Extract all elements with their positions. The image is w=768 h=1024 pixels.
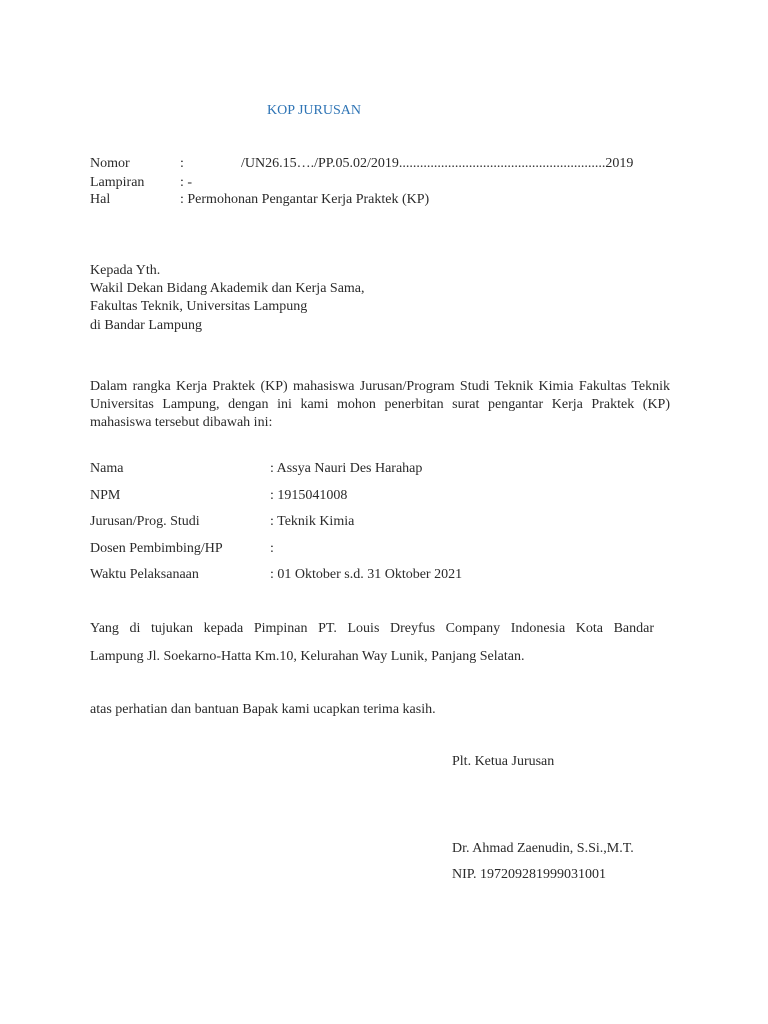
signature-name: Dr. Ahmad Zaenudin, S.Si.,M.T.: [452, 841, 634, 856]
signature-title: Plt. Ketua Jurusan: [452, 754, 555, 769]
destination-line-1: Yang di tujukan kepada Pimpinan PT. Louis Dreyfus Company Indonesia Kota Bandar: [90, 621, 654, 636]
hal-value: : Permohonan Pengantar Kerja Praktek (KP): [180, 192, 430, 207]
field-value-nama: : Assya Nauri Des Harahap: [270, 461, 423, 476]
field-value-npm: : 1915041008: [270, 488, 348, 503]
field-label-npm: NPM: [90, 488, 121, 503]
recipient-line-3: Fakultas Teknik, Universitas Lampung: [90, 299, 308, 314]
signature-nip: NIP. 197209281999031001: [452, 867, 607, 882]
field-label-dosen: Dosen Pembimbing/HP: [90, 541, 223, 556]
field-value-waktu: : 01 Oktober s.d. 31 Oktober 2021: [270, 567, 463, 582]
nomor-colon: :: [180, 156, 184, 171]
recipient-line-1: Kepada Yth.: [90, 263, 161, 278]
recipient-line-2: Wakil Dekan Bidang Akademik dan Kerja Sama,: [90, 281, 365, 296]
lampiran-label: Lampiran: [90, 175, 145, 190]
intro-paragraph: Dalam rangka Kerja Praktek (KP) mahasiswa Jurusan/Program Studi Teknik Kimia Fakultas Teknik Universitas Lampung, dengan ini kami mohon penerbitan surat pengantar Kerja Praktek (KP) mahasiswa tersebut dibawah ini:: [90, 379, 670, 430]
recipient-line-4: di Bandar Lampung: [90, 318, 202, 333]
field-value-jurusan: : Teknik Kimia: [270, 514, 355, 529]
nomor-value: /UN26.15…./PP.05.02/2019...........................................................2019: [241, 156, 634, 171]
field-label-jurusan: Jurusan/Prog. Studi: [90, 514, 200, 529]
field-label-waktu: Waktu Pelaksanaan: [90, 567, 199, 582]
nomor-label: Nomor: [90, 156, 130, 171]
letterhead-title: KOP JURUSAN: [267, 103, 362, 118]
lampiran-value: : -: [180, 175, 193, 190]
field-label-nama: Nama: [90, 461, 124, 476]
destination-line-2: Lampung Jl. Soekarno-Hatta Km.10, Kelurahan Way Lunik, Panjang Selatan.: [90, 649, 525, 664]
field-value-dosen: :: [270, 541, 274, 556]
closing-sentence: atas perhatian dan bantuan Bapak kami ucapkan terima kasih.: [90, 702, 436, 717]
hal-label: Hal: [90, 192, 111, 207]
